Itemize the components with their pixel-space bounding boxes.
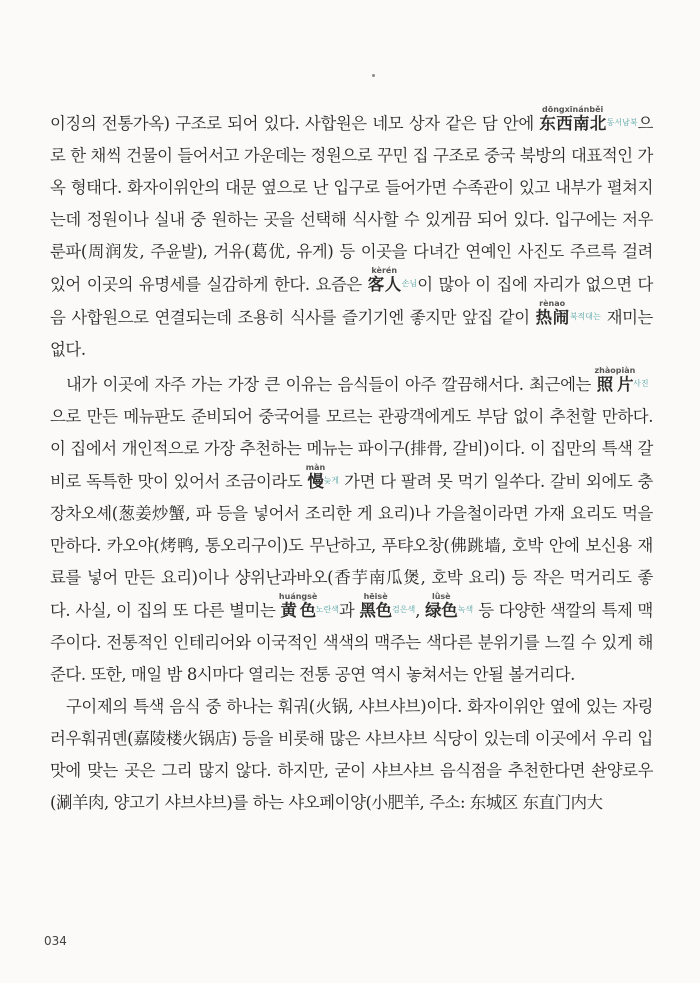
vocab-zhaopian: 照片zhàopiàn <box>594 366 636 394</box>
page-mark <box>372 74 375 77</box>
gloss: 노란색 <box>315 605 339 614</box>
gloss: 검은색 <box>392 605 416 614</box>
gloss: 사진 <box>633 379 649 388</box>
gloss: 녹색 <box>457 605 474 614</box>
paragraph-1: 이징의 전통가옥) 구조로 되어 있다. 사합원은 네모 상자 같은 담 안에 东西南北dōngxīnánběi$^{동서남북}$으로 한 채씩 건물이 들어서고 가운데는 정원으로 꾸민 집 구조로 중국 북방의 대표적인 가옥 형태다. 화자이위안의 대문 옆으로 난 입구로 들어가면 수족관이 있고 내부가 펼쳐지는데 정원이나 실내 중 원하는 곳을 선택해 식사할 수 있게끔 되어 있다. 입구에는 저우룬파(周润发, 주윤발), 거유(葛优, 유게) 등 이곳을 다녀간 연예인 사진도 주르륵 걸려 있어 이곳의 유명세를 실감하게 한다. 요즘은 客人kèrén$^{손님}$이 많아 이 집에 자리가 없으면 다음 사합원으로 연결되는데 조용히 식사를 즐기기엔 좋지만 앞집 같이 热闹rènao$^{북적대는}$ 재미는 없다. <box>50 105 653 359</box>
vocab-huangse: 黄色huángsè <box>278 592 318 620</box>
paragraph-3: 구이제의 특색 음식 중 하나는 훠궈(火锅, 샤브샤브)이다. 화자이위안 옆에 있는 자링러우훠궈뎬(嘉陵楼火锅店) 등을 비롯해 많은 샤브샤브 식당이 있는데 이곳에서 우리 입맛에 맞는 곳은 그리 많지 않다. 하지만, 굳이 샤브샤브 음식점을 추천한다면 솬양로우(涮羊肉, 양고기 샤브샤브)를 하는 샤오페이양(小肥羊, 주소: 东城区 东直门内大 <box>50 697 653 812</box>
page-number: 034 <box>44 934 67 948</box>
vocab-man: 慢màn <box>305 463 326 491</box>
vocab-dongxinanbei: 东西南北dōngxīnánběi <box>539 105 607 133</box>
gloss: 늦게 <box>323 476 339 485</box>
paragraph-2: 내가 이곳에 자주 가는 가장 큰 이유는 음식들이 아주 깔끔해서다. 최근에는 照片zhàopiàn$^{사진}$으로 만든 메뉴판도 준비되어 중국어를 모르는 관광객에게도 부담 없이 추천할 만하다. 이 집에서 개인적으로 가장 추천하는 메뉴는 파이구(排骨, 갈비)이다. 이 집만의 특색 갈비로 독특한 맛이 있어서 조금이라도 慢màn$^{늦게}$ 가면 다 팔려 못 먹기 일쑤다. 갈비 외에도 충장차오셰(葱姜炒蟹, 파 등을 넣어서 조리한 게 요리)나 가을철이라면 가재 요리도 먹을 만하다. 카오야(烤鸭, 통오리구이)도 무난하고, 푸탸오창(佛跳墙, 호박 안에 보신용 재료를 넣어 만든 요리)이나 샹위난과바오(香芋南瓜煲, 호박 요리) 등 작은 먹거리도 좋다. 사실, 이 집의 또 다른 별미는 黄色huángsè$^{노란색}$과 黑色hēisè$^{검은색}$, 绿色lǜsè$^{녹색}$ 등 다양한 색깔의 특제 맥주이다. 전통적인 인테리어와 이국적인 색색의 맥주는 색다른 분위기를 느낄 수 있게 해준다. 또한, 매일 밤 8시마다 열리는 전통 공연 역시 놓쳐서는 안될 볼거리다. <box>50 366 653 684</box>
body-text <box>50 105 653 819</box>
gloss: 북적대는 <box>569 312 601 321</box>
vocab-luse: 绿色lǜsè <box>425 592 458 620</box>
vocab-renao: 热闹rènao <box>535 299 570 327</box>
vocab-heise: 黑色hēisè <box>359 592 393 620</box>
vocab-keren: 客人kèrén <box>367 266 402 294</box>
gloss: 손님 <box>401 279 418 288</box>
gloss: 동서남북 <box>606 118 638 127</box>
